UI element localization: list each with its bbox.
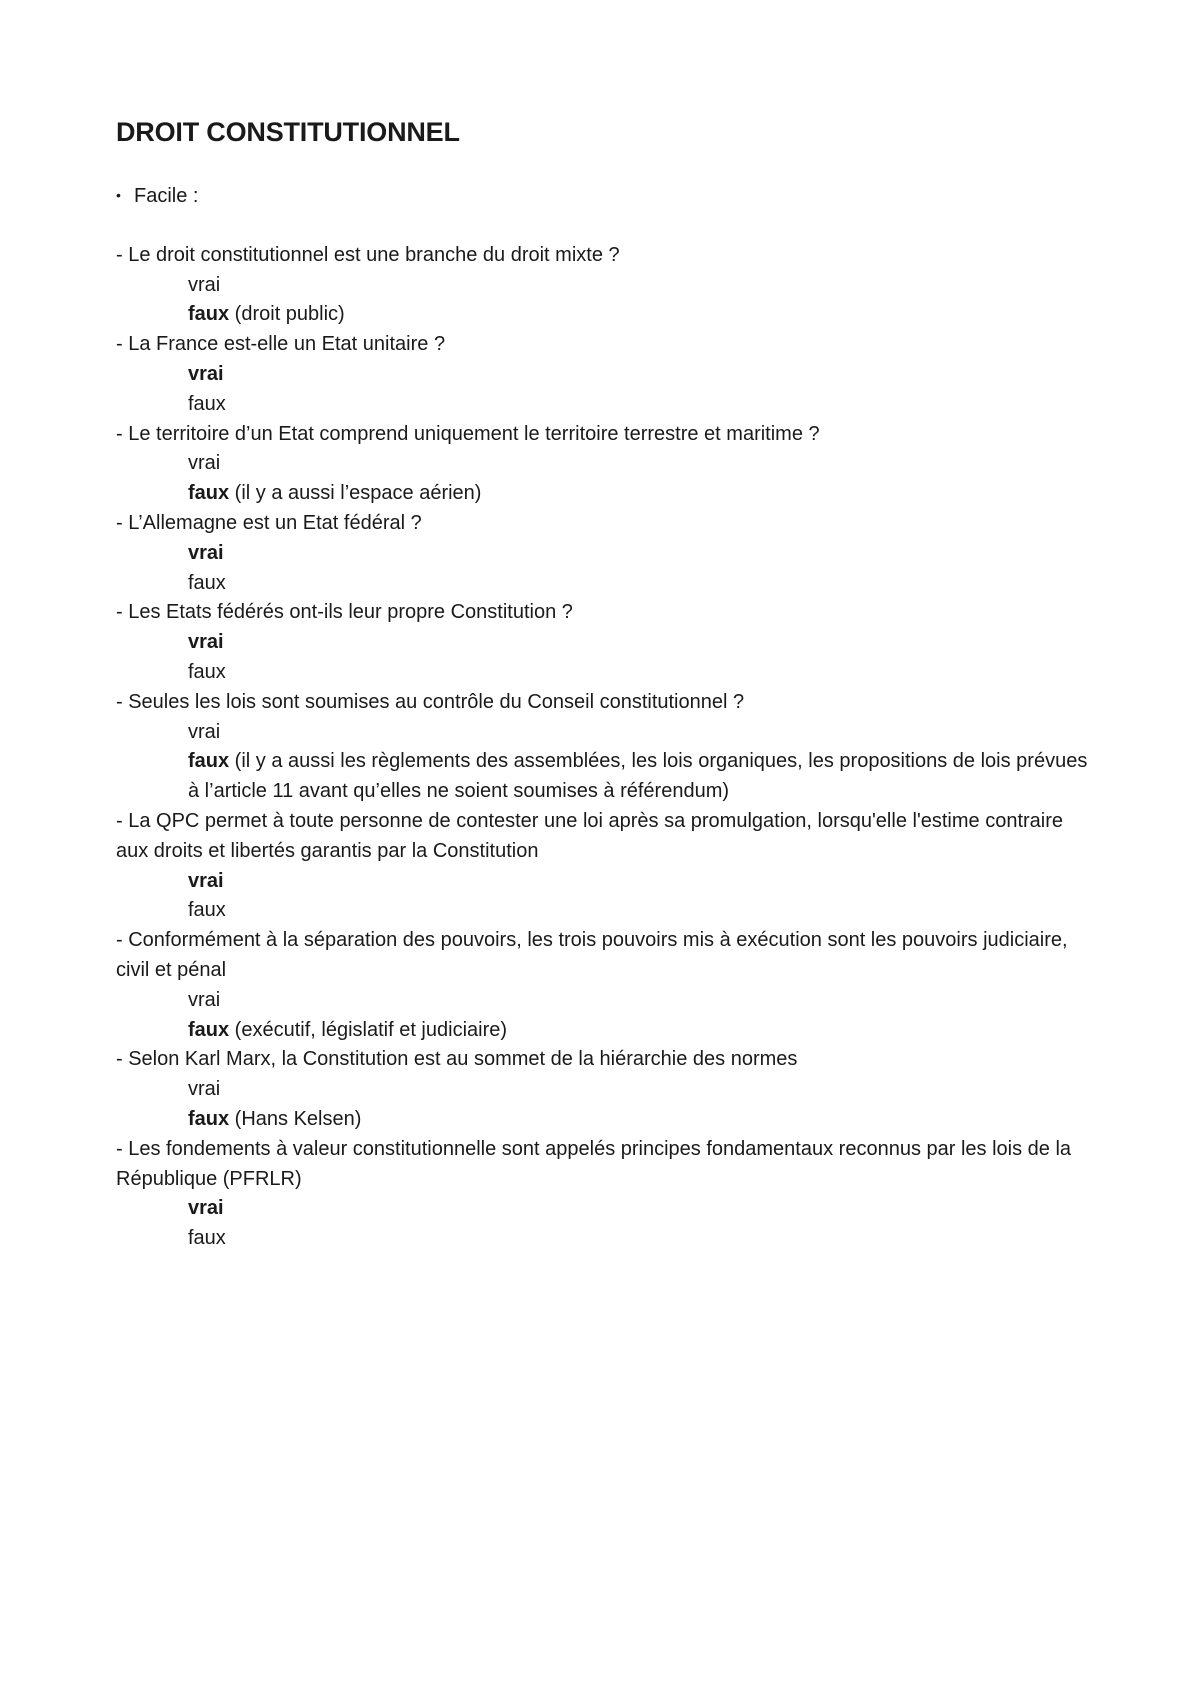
answer-label: vrai — [188, 1078, 221, 1101]
quiz-question-item — [116, 509, 1096, 598]
question-text: - Conformément à la séparation des pouvoirs, les trois pouvoirs mis à exécution sont les pouvoirs judiciaire, civil et pénal — [116, 929, 1068, 981]
answer-label: faux — [188, 392, 226, 415]
answer-option-vrai — [116, 271, 1096, 301]
bullet-marker: • — [116, 187, 121, 203]
question-text: - Le droit constitutionnel est une branche du droit mixte ? — [116, 243, 620, 266]
answer-option-vrai — [116, 986, 1096, 1016]
answer-option-faux — [116, 569, 1096, 599]
answer-label: faux — [188, 660, 226, 683]
answer-option-vrai — [116, 1075, 1096, 1105]
quiz-question-item — [116, 330, 1096, 419]
quiz-question-item — [116, 1045, 1096, 1134]
answer-note: (exécutif, législatif et judiciaire) — [229, 1018, 508, 1041]
quiz-question-item — [116, 1135, 1096, 1254]
answer-option-vrai — [116, 449, 1096, 479]
answer-option-faux — [116, 1224, 1096, 1254]
answer-option-faux — [116, 390, 1096, 420]
answer-note: (il y a aussi les règlements des assemblées, les lois organiques, les propositions de lois prévues à l’article 11 avant qu’elles ne soient soumises à référendum) — [188, 750, 1088, 803]
answer-option-faux — [116, 747, 1096, 807]
section-label: Facile : — [134, 185, 199, 207]
correct-answer-label: faux — [188, 750, 230, 773]
section-heading — [116, 182, 1096, 213]
answer-option-vrai — [116, 628, 1096, 658]
answer-option-vrai — [116, 1194, 1096, 1224]
answer-option-faux — [116, 896, 1096, 926]
correct-answer-label: vrai — [188, 362, 224, 385]
answer-label: vrai — [188, 988, 221, 1011]
question-text: - Les Etats fédérés ont-ils leur propre Constitution ? — [116, 601, 573, 624]
answer-note: (Hans Kelsen) — [229, 1107, 362, 1130]
question-text: - Les fondements à valeur constitutionnelle sont appelés principes fondamentaux reconnus par les lois de la République (PFRLR) — [116, 1137, 1072, 1190]
document-title: DROIT CONSTITUTIONNEL — [116, 117, 460, 147]
answer-label: vrai — [188, 720, 221, 743]
answer-label: faux — [188, 1227, 226, 1250]
question-text: - Seules les lois sont soumises au contrôle du Conseil constitutionnel ? — [116, 690, 745, 713]
question-text: - L’Allemagne est un Etat fédéral ? — [116, 511, 422, 534]
question-text: - La France est-elle un Etat unitaire ? — [116, 333, 446, 356]
correct-answer-label: faux — [188, 1018, 230, 1041]
question-text: - La QPC permet à toute personne de contester une loi après sa promulgation, lorsqu'elle l'estime contraire aux droits et libertés garantis par la Constitution — [116, 809, 1064, 862]
quiz-question-item — [116, 807, 1096, 926]
answer-note: (il y a aussi l’espace aérien) — [229, 482, 482, 505]
correct-answer-label: faux — [188, 482, 230, 505]
question-text: - Selon Karl Marx, la Constitution est au sommet de la hiérarchie des normes — [116, 1048, 798, 1071]
correct-answer-label: vrai — [188, 1197, 224, 1220]
correct-answer-label: vrai — [188, 869, 224, 892]
document-page — [116, 112, 1096, 1254]
answer-label: faux — [188, 899, 226, 922]
answer-option-faux — [116, 300, 1096, 330]
correct-answer-label: vrai — [188, 541, 224, 564]
answer-option-vrai — [116, 867, 1096, 897]
answer-option-vrai — [116, 539, 1096, 569]
answer-option-vrai — [116, 718, 1096, 748]
answer-option-vrai — [116, 360, 1096, 390]
quiz-question-item — [116, 420, 1096, 509]
quiz-question-item — [116, 926, 1096, 1045]
answer-option-faux — [116, 1016, 1096, 1046]
answer-option-faux — [116, 1105, 1096, 1135]
quiz-question-item — [116, 241, 1096, 330]
quiz-list — [116, 241, 1096, 1254]
correct-answer-label: vrai — [188, 631, 224, 654]
answer-label: vrai — [188, 452, 221, 475]
answer-note: (droit public) — [229, 303, 345, 326]
answer-label: faux — [188, 571, 226, 594]
answer-option-faux — [116, 658, 1096, 688]
question-text: - Le territoire d’un Etat comprend uniquement le territoire terrestre et maritime ? — [116, 422, 820, 445]
quiz-question-item — [116, 688, 1096, 807]
answer-label: vrai — [188, 273, 221, 296]
correct-answer-label: faux — [188, 303, 230, 326]
quiz-question-item — [116, 598, 1096, 687]
answer-option-faux — [116, 479, 1096, 509]
correct-answer-label: faux — [188, 1107, 230, 1130]
